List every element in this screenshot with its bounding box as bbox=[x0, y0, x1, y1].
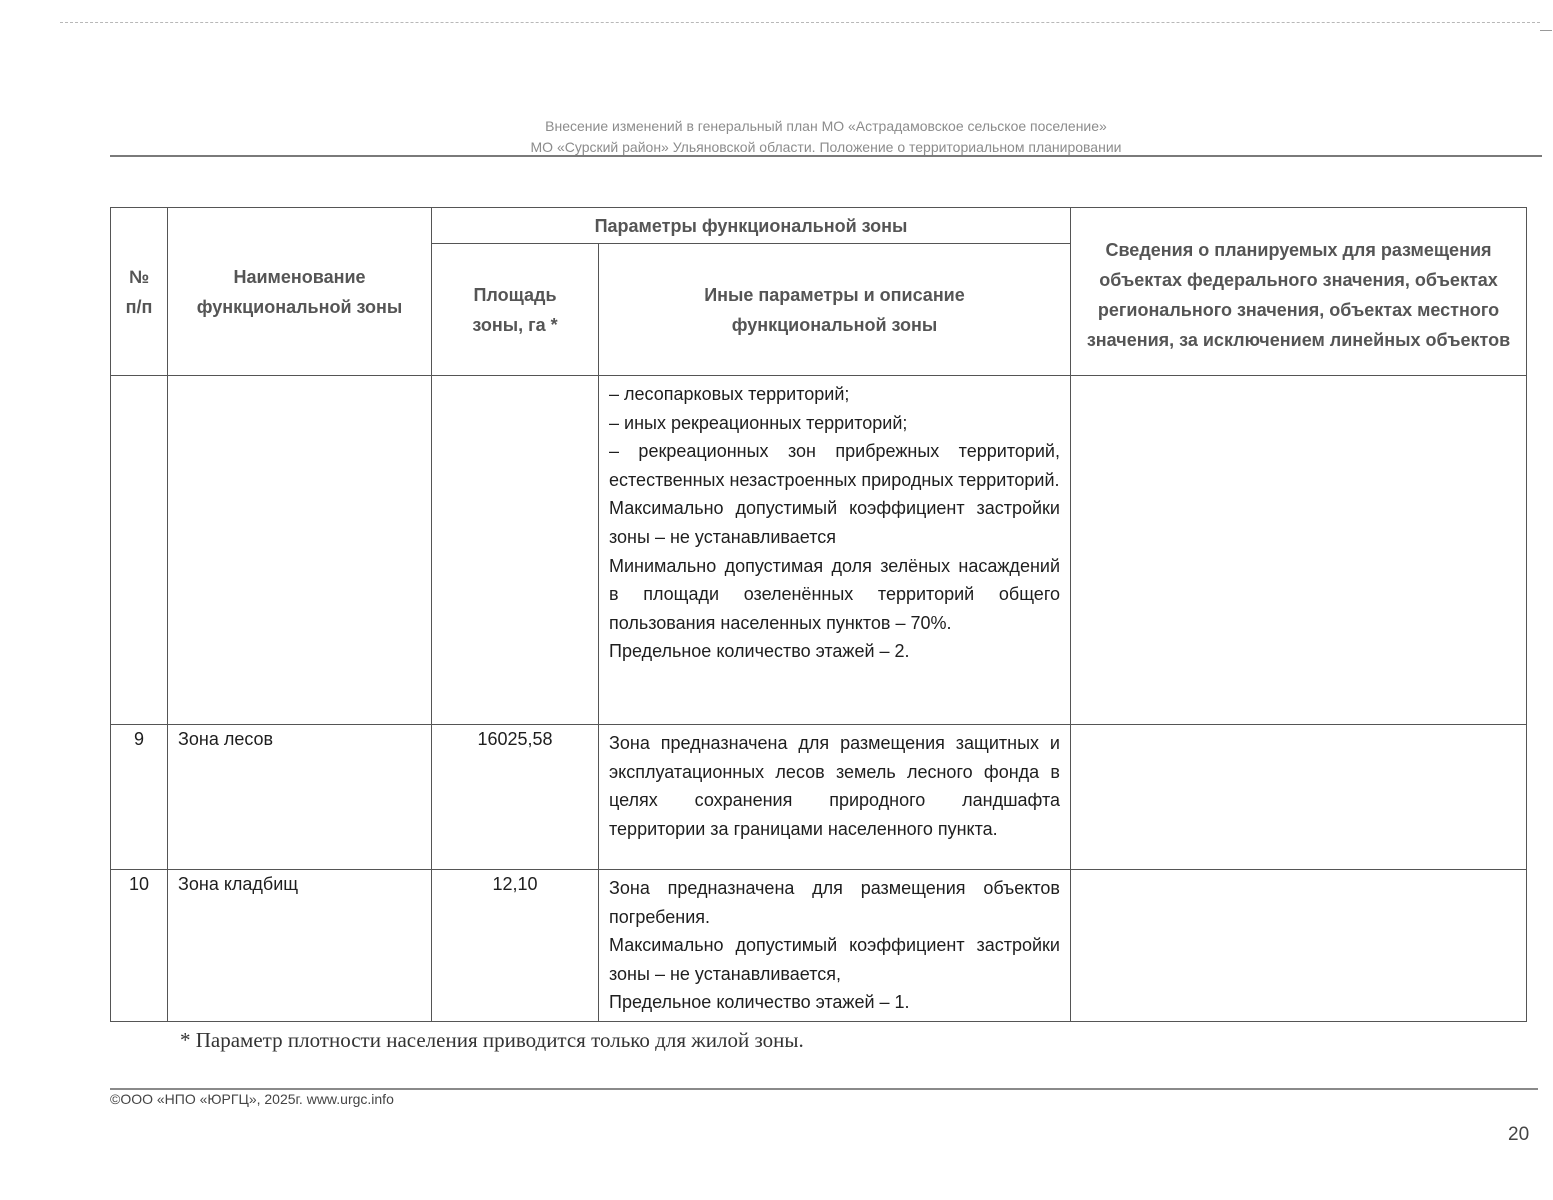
page-number: 20 bbox=[1508, 1124, 1530, 1145]
table-row bbox=[111, 870, 1527, 1022]
table-row bbox=[111, 725, 1527, 870]
description-line: – лесопарковых территорий; bbox=[609, 384, 850, 404]
document-header bbox=[110, 116, 1542, 158]
row-planned-objects bbox=[1071, 376, 1527, 725]
row-zone-area: 16025,58 bbox=[432, 725, 599, 870]
description-line: Минимально допустимая доля зелёных насаждений в площади озеленённых территорий общего пользования населенных пунктов – 70%. bbox=[609, 555, 1060, 633]
header-params-group: Параметры функциональной зоны bbox=[432, 208, 1071, 244]
row-zone-name bbox=[168, 376, 432, 725]
description-line: Максимально допустимый коэффициент застройки зоны – не устанавливается, bbox=[609, 935, 1060, 984]
row-zone-area: 12,10 bbox=[432, 870, 599, 1022]
description-line: Максимально допустимый коэффициент застройки зоны – не устанавливается bbox=[609, 498, 1060, 547]
description-line: Предельное количество этажей – 1. bbox=[609, 992, 910, 1013]
row-description bbox=[599, 376, 1071, 725]
scan-edge-mark bbox=[1540, 30, 1552, 31]
description-line: Зона предназначена для размещения объектов погребения. bbox=[609, 878, 1060, 927]
row-num bbox=[111, 376, 168, 725]
footer-rule bbox=[110, 1088, 1538, 1090]
description-line: Предельное количество этажей – 2. bbox=[609, 641, 910, 662]
header-zone-name: Наименование функциональной зоны bbox=[168, 208, 432, 376]
header-zone-area: Площадь зоны, га * bbox=[432, 244, 599, 376]
row-planned-objects bbox=[1071, 870, 1527, 1022]
header-planned-objects: Сведения о планируемых для размещения объектах федерального значения, объектах регионального значения, объектах местного значения, за исключением линейных объектов bbox=[1071, 208, 1527, 376]
row-zone-name: Зона кладбищ bbox=[168, 870, 432, 1022]
row-description bbox=[599, 725, 1071, 870]
header-line-2: МО «Сурский район» Ульяновской области. Положение о территориальном планировании bbox=[530, 139, 1122, 155]
header-num: № п/п bbox=[111, 208, 168, 376]
row-num: 9 bbox=[111, 725, 168, 870]
header-other-params: Иные параметры и описание функциональной зоны bbox=[599, 244, 1071, 376]
description-line: Зона предназначена для размещения защитных и эксплуатационных лесов земель лесного фонда в целях сохранения природного ландшафта территории за границами населенного пункта. bbox=[609, 733, 1060, 839]
scan-edge-line bbox=[60, 22, 1540, 23]
description-line: – иных рекреационных территорий; bbox=[609, 412, 908, 433]
table-row bbox=[111, 376, 1527, 725]
header-rule bbox=[110, 155, 1542, 157]
header-line-1: Внесение изменений в генеральный план МО «Астрадамовское сельское поселение» bbox=[545, 118, 1107, 134]
row-num: 10 bbox=[111, 870, 168, 1022]
row-description bbox=[599, 870, 1071, 1022]
zones-table bbox=[110, 207, 1527, 1022]
row-zone-name: Зона лесов bbox=[168, 725, 432, 870]
row-planned-objects bbox=[1071, 725, 1527, 870]
footnote: * Параметр плотности населения приводится только для жилой зоны. bbox=[180, 1028, 804, 1052]
description-line: – рекреационных зон прибрежных территорий, естественных незастроенных природных территорий. bbox=[609, 441, 1060, 490]
copyright: ©ООО «НПО «ЮРГЦ», 2025г. www.urgc.info bbox=[110, 1091, 394, 1107]
row-zone-area bbox=[432, 376, 599, 725]
